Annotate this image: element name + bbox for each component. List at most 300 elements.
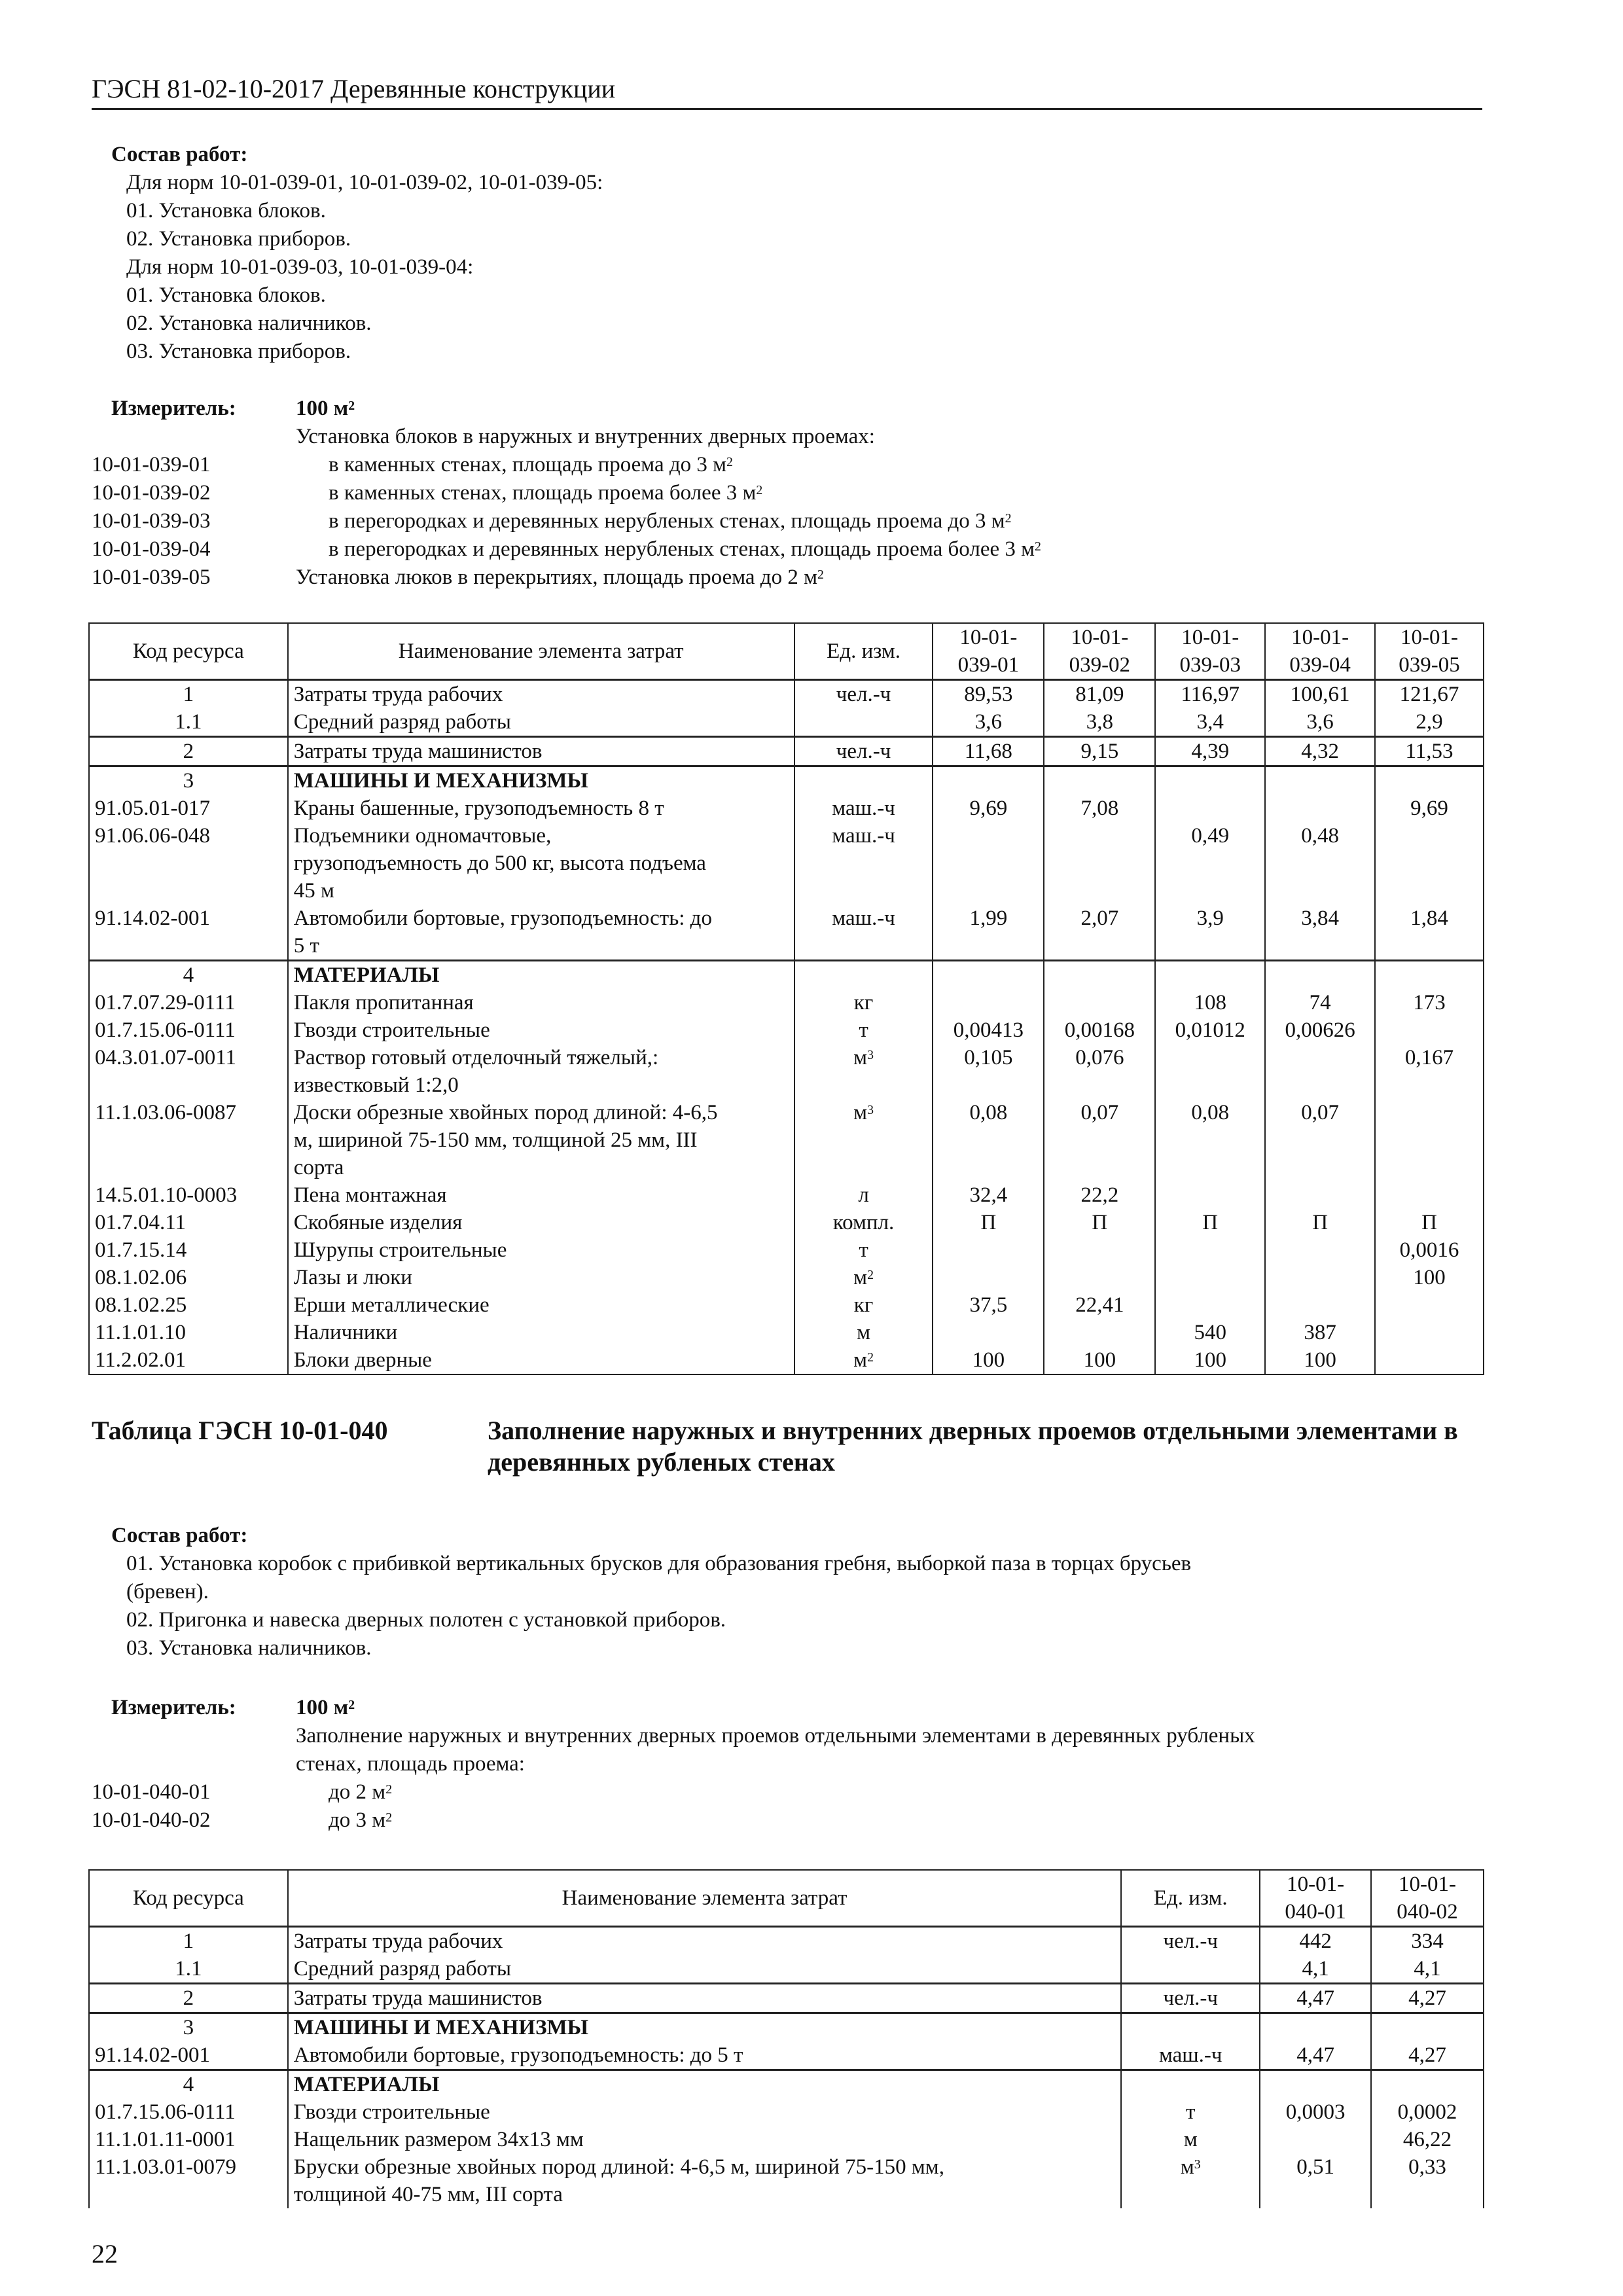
resource-unit: кг	[794, 989, 933, 1016]
resource-code: 01.7.07.29-0111	[89, 989, 288, 1016]
norm-text: в каменных стенах, площадь проема до 3 $м^2$	[329, 453, 733, 476]
works-line: 01. Установка блоков.	[126, 283, 326, 307]
norm-value	[1265, 1264, 1375, 1291]
resource-code: 11.1.03.06-0087	[89, 1099, 288, 1181]
resource-unit: компл.	[794, 1209, 933, 1236]
resource-name: Средний разряд работы	[288, 708, 794, 737]
norm-value: 89,53	[933, 680, 1044, 709]
norm-value	[933, 1236, 1044, 1264]
table-row	[89, 737, 1484, 766]
table-row	[89, 1099, 1484, 1181]
table-row	[89, 822, 1484, 905]
norm-value: 4,39	[1155, 737, 1265, 766]
norm-value: 37,5	[933, 1291, 1044, 1319]
header-norm: 10-01- 039-03	[1155, 623, 1265, 680]
norm-value: 0,076	[1044, 1044, 1155, 1099]
norm-value: 334	[1371, 1927, 1484, 1956]
norm-value	[1155, 766, 1265, 795]
resource-unit: т	[794, 1016, 933, 1044]
norm-value	[1265, 766, 1375, 795]
norm-value: 100	[1375, 1264, 1484, 1291]
norm-value: 387	[1265, 1319, 1375, 1346]
resource-code: 01.7.04.11	[89, 1209, 288, 1236]
header-unit: Ед. изм.	[1121, 1870, 1260, 1927]
norm-value	[1155, 1044, 1265, 1099]
header-norm: 10-01- 039-05	[1375, 623, 1484, 680]
resource-name: Подъемники одномачтовые, грузоподъемность до 500 кг, высота подъема 45 м	[288, 822, 794, 905]
norm-value	[1155, 1264, 1265, 1291]
table-row	[89, 989, 1484, 1016]
norm-value	[933, 766, 1044, 795]
resource-code: 1	[89, 1927, 288, 1956]
norm-value: 4,32	[1265, 737, 1375, 766]
norm-row	[92, 535, 1335, 564]
resource-code: 11.1.01.11-0001	[89, 2126, 288, 2153]
norm-value	[1155, 961, 1265, 990]
resource-name: Затраты труда машинистов	[288, 737, 794, 766]
resource-unit	[1121, 1955, 1260, 1984]
norm-value: 4,27	[1371, 2041, 1484, 2070]
norm-value	[1375, 1346, 1484, 1374]
norm-value: 7,08	[1044, 795, 1155, 822]
resource-code: 11.2.02.01	[89, 1346, 288, 1374]
table-row	[89, 1984, 1484, 2013]
header-name: Наименование элемента затрат	[288, 623, 794, 680]
norm-value: 0,08	[933, 1099, 1044, 1181]
resource-table-1	[88, 622, 1484, 1375]
norm-value: 0,07	[1265, 1099, 1375, 1181]
norm-row	[92, 564, 1335, 592]
norm-value: 9,69	[1375, 795, 1484, 822]
norm-value: 3,84	[1265, 905, 1375, 961]
works-line: 01. Установка коробок с прибивкой вертикальных брусков для образования гребня, выборкой паза в торцах брусьев	[126, 1552, 1192, 1575]
norm-text: в перегородках и деревянных нерубленых стенах, площадь проема до 3 $м^2$	[329, 509, 1012, 533]
table-row	[89, 1319, 1484, 1346]
norm-row	[92, 1806, 877, 1835]
norm-value: 0,0003	[1260, 2098, 1371, 2126]
table-row	[89, 1016, 1484, 1044]
norm-text: до 3 $м^2$	[329, 1808, 393, 1832]
resource-unit: т	[1121, 2098, 1260, 2126]
header-row	[89, 1870, 1484, 1927]
resource-code: 3	[89, 766, 288, 795]
table-title: Заполнение наружных и внутренних дверных проемов отдельными элементами в деревянных рубленых стенах	[488, 1416, 1458, 1477]
norm-value	[1375, 766, 1484, 795]
norm-value	[1260, 2013, 1371, 2042]
norm-value	[1044, 1236, 1155, 1264]
norm-row	[92, 479, 1335, 507]
works-block-2	[111, 1522, 1472, 1662]
norm-value: 0,00413	[933, 1016, 1044, 1044]
norm-value	[1260, 2070, 1371, 2099]
norm-value: П	[1265, 1209, 1375, 1236]
resource-code: 91.14.02-001	[89, 2041, 288, 2070]
resource-unit: чел.-ч	[794, 737, 933, 766]
norm-value	[1265, 1236, 1375, 1264]
resource-name: МАТЕРИАЛЫ	[288, 2070, 1122, 2099]
header-norm: 10-01- 040-01	[1260, 1870, 1371, 1927]
norm-value: 100	[933, 1346, 1044, 1374]
table-row	[89, 1264, 1484, 1291]
norm-value: 0,33	[1371, 2153, 1484, 2208]
norm-code: 10-01-039-02	[92, 481, 211, 505]
norm-value: 81,09	[1044, 680, 1155, 709]
table-row	[89, 1955, 1484, 1984]
norms-list	[92, 451, 1335, 592]
norm-value	[933, 1264, 1044, 1291]
resource-unit: маш.-ч	[794, 822, 933, 905]
norm-value	[1371, 2013, 1484, 2042]
resource-unit: м	[1121, 2126, 1260, 2153]
resource-code: 4	[89, 2070, 288, 2099]
resource-code: 91.06.06-048	[89, 822, 288, 905]
resource-name: Средний разряд работы	[288, 1955, 1122, 1984]
table-row	[89, 1181, 1484, 1209]
resource-code: 11.1.01.10	[89, 1319, 288, 1346]
resource-code: 01.7.15.06-0111	[89, 1016, 288, 1044]
table-row	[89, 2153, 1484, 2208]
table-row	[89, 961, 1484, 990]
resource-name: Раствор готовый отделочный тяжелый,: известковый 1:2,0	[288, 1044, 794, 1099]
resource-name: Затраты труда рабочих	[288, 680, 794, 709]
norm-value	[933, 989, 1044, 1016]
resource-unit: кг	[794, 1291, 933, 1319]
norm-value	[1265, 795, 1375, 822]
norm-value	[1044, 822, 1155, 905]
resource-code: 14.5.01.10-0003	[89, 1181, 288, 1209]
norm-row	[92, 1778, 877, 1806]
unit-sup: 3	[867, 1048, 874, 1063]
norm-value: 0,48	[1265, 822, 1375, 905]
norm-value: 0,08	[1155, 1099, 1265, 1181]
resource-code: 1.1	[89, 708, 288, 737]
norm-value	[1375, 961, 1484, 990]
resource-unit: маш.-ч	[794, 795, 933, 822]
norm-value	[1371, 2070, 1484, 2099]
running-header: ГЭСН 81-02-10-2017 Деревянные конструкции	[92, 73, 1482, 110]
resource-name: Ерши металлические	[288, 1291, 794, 1319]
header-unit: Ед. изм.	[794, 623, 933, 680]
resource-name: Лазы и люки	[288, 1264, 794, 1291]
resource-code: 91.05.01-017	[89, 795, 288, 822]
norm-value: 0,167	[1375, 1044, 1484, 1099]
norm-value: 22,2	[1044, 1181, 1155, 1209]
resource-code: 11.1.03.01-0079	[89, 2153, 288, 2208]
norm-value: П	[1044, 1209, 1155, 1236]
resource-name: Затраты труда рабочих	[288, 1927, 1122, 1956]
norm-code: 10-01-040-01	[92, 1780, 211, 1804]
table-row	[89, 2013, 1484, 2042]
norm-value	[1375, 1291, 1484, 1319]
norm-value: 11,53	[1375, 737, 1484, 766]
resource-code: 3	[89, 2013, 288, 2042]
table-row	[89, 1209, 1484, 1236]
resource-code: 91.14.02-001	[89, 905, 288, 961]
works-line: (бревен).	[126, 1580, 209, 1604]
resource-unit: $м^3$	[794, 1044, 933, 1099]
norms-intro-2a: Заполнение наружных и внутренних дверных проемов отдельными элементами в деревянных рубленых	[296, 1724, 1255, 1748]
norm-value: 173	[1375, 989, 1484, 1016]
header-norm: 10-01- 039-04	[1265, 623, 1375, 680]
norm-value: 4,27	[1371, 1984, 1484, 2013]
norm-value: 0,51	[1260, 2153, 1371, 2208]
norm-value	[1044, 1319, 1155, 1346]
resource-name: Блоки дверные	[288, 1346, 794, 1374]
norm-value: 0,0016	[1375, 1236, 1484, 1264]
norm-value: 0,105	[933, 1044, 1044, 1099]
works-line: 01. Установка блоков.	[126, 199, 326, 223]
norm-value	[1044, 766, 1155, 795]
resource-table-2	[88, 1869, 1484, 2208]
works-title: Состав работ:	[111, 1524, 248, 1547]
page-number: 22	[92, 2239, 118, 2269]
norm-value	[1375, 1099, 1484, 1181]
table-row	[89, 708, 1484, 737]
norm-value	[1265, 1044, 1375, 1099]
norm-value	[1375, 822, 1484, 905]
resource-code: 01.7.15.14	[89, 1236, 288, 1264]
norm-value	[1260, 2126, 1371, 2153]
norm-value	[933, 822, 1044, 905]
norm-value	[1375, 1319, 1484, 1346]
norm-code: 10-01-040-02	[92, 1808, 211, 1832]
norms-intro-2b: стенах, площадь проема:	[296, 1752, 525, 1776]
resource-unit: чел.-ч	[1121, 1984, 1260, 2013]
norm-value: 1,84	[1375, 905, 1484, 961]
norm-text: Установка люков в перекрытиях, площадь проема до 2 $м^2$	[296, 565, 824, 589]
resource-unit	[794, 708, 933, 737]
unit-sup: 2	[867, 1268, 874, 1283]
norm-value	[933, 1319, 1044, 1346]
norm-code: 10-01-039-01	[92, 453, 211, 476]
resource-code: 01.7.15.06-0111	[89, 2098, 288, 2126]
table-row	[89, 905, 1484, 961]
norm-value	[1155, 795, 1265, 822]
table-row	[89, 795, 1484, 822]
norm-value	[1375, 1016, 1484, 1044]
works-line: Для норм 10-01-039-01, 10-01-039-02, 10-01-039-05:	[126, 171, 603, 194]
meter-value: 100 $м^2$	[296, 397, 355, 420]
resource-unit: $м^3$	[1121, 2153, 1260, 2208]
norm-value: 3,8	[1044, 708, 1155, 737]
norm-value: 9,69	[933, 795, 1044, 822]
resource-name: МАТЕРИАЛЫ	[288, 961, 794, 990]
norm-value: 32,4	[933, 1181, 1044, 1209]
resource-name: Автомобили бортовые, грузоподъемность: до 5 т	[288, 2041, 1122, 2070]
header-norm: 10-01- 040-02	[1371, 1870, 1484, 1927]
table-label: Таблица ГЭСН 10-01-040	[92, 1416, 388, 1445]
meter-value-2: 100 $м^2$	[296, 1696, 355, 1719]
works-line: 02. Установка наличников.	[126, 312, 372, 335]
meter-label-2: Измеритель:	[111, 1696, 236, 1719]
works-line: 02. Установка приборов.	[126, 227, 351, 251]
norm-sup: 2	[385, 1810, 393, 1825]
resource-unit: л	[794, 1181, 933, 1209]
resource-name: Шурупы строительные	[288, 1236, 794, 1264]
norm-value	[1265, 1291, 1375, 1319]
norm-sup: 2	[385, 1782, 393, 1797]
resource-name: Пена монтажная	[288, 1181, 794, 1209]
resource-name: Нащельник размером 34х13 мм	[288, 2126, 1122, 2153]
resource-name: Гвозди строительные	[288, 1016, 794, 1044]
norm-code: 10-01-039-05	[92, 565, 211, 589]
resource-name: МАШИНЫ И МЕХАНИЗМЫ	[288, 2013, 1122, 2042]
resource-code: 4	[89, 961, 288, 990]
resource-unit: $м^3$	[794, 1099, 933, 1181]
norm-value: 0,0002	[1371, 2098, 1484, 2126]
resource-name: Скобяные изделия	[288, 1209, 794, 1236]
table-row	[89, 766, 1484, 795]
resource-unit	[794, 766, 933, 795]
norm-value	[1044, 1264, 1155, 1291]
norm-value: 100,61	[1265, 680, 1375, 709]
resource-unit: $м^2$	[794, 1264, 933, 1291]
norm-sup: 2	[1005, 511, 1012, 526]
meter-label: Измеритель:	[111, 397, 236, 420]
norm-value: 0,00626	[1265, 1016, 1375, 1044]
resource-name: Автомобили бортовые, грузоподъемность: до 5 т	[288, 905, 794, 961]
resource-unit	[1121, 2013, 1260, 2042]
unit-sup: 3	[867, 1103, 874, 1118]
norm-value	[1375, 1181, 1484, 1209]
header-norm: 10-01- 039-02	[1044, 623, 1155, 680]
norm-code: 10-01-039-03	[92, 509, 211, 533]
norm-value: 0,07	[1044, 1099, 1155, 1181]
norm-value: 4,1	[1260, 1955, 1371, 1984]
norm-value	[1044, 961, 1155, 990]
norm-value: 100	[1155, 1346, 1265, 1374]
resource-code: 08.1.02.06	[89, 1264, 288, 1291]
norm-value: 121,67	[1375, 680, 1484, 709]
norm-value: 4,47	[1260, 2041, 1371, 2070]
works-line: 03. Установка наличников.	[126, 1636, 372, 1660]
header-code: Код ресурса	[89, 1870, 288, 1927]
table-row	[89, 1346, 1484, 1374]
norm-value	[1155, 1291, 1265, 1319]
header-row	[89, 623, 1484, 680]
resource-unit: маш.-ч	[794, 905, 933, 961]
unit-sup: 2	[867, 1350, 874, 1365]
norm-value: 4,47	[1260, 1984, 1371, 2013]
works-line: Для норм 10-01-039-03, 10-01-039-04:	[126, 255, 474, 279]
resource-unit: $м^2$	[794, 1346, 933, 1374]
resource-code: 08.1.02.25	[89, 1291, 288, 1319]
resource-name: Гвозди строительные	[288, 2098, 1122, 2126]
norm-value: 3,4	[1155, 708, 1265, 737]
norm-value: 2,9	[1375, 708, 1484, 737]
resource-code: 1	[89, 680, 288, 709]
resource-code: 2	[89, 737, 288, 766]
resource-code: 2	[89, 1984, 288, 2013]
works-block-1	[111, 141, 603, 366]
resource-name: Пакля пропитанная	[288, 989, 794, 1016]
norm-value: 46,22	[1371, 2126, 1484, 2153]
table-row	[89, 2098, 1484, 2126]
resource-unit: маш.-ч	[1121, 2041, 1260, 2070]
table-row	[89, 1291, 1484, 1319]
table-row	[89, 1927, 1484, 1956]
norm-value: 4,1	[1371, 1955, 1484, 1984]
norm-value: 22,41	[1044, 1291, 1155, 1319]
norm-value: 3,9	[1155, 905, 1265, 961]
resource-unit: чел.-ч	[1121, 1927, 1260, 1956]
resource-unit	[1121, 2070, 1260, 2099]
resource-unit: м	[794, 1319, 933, 1346]
norm-row	[92, 451, 1335, 479]
norms-list-2	[92, 1778, 877, 1835]
table-row	[89, 2126, 1484, 2153]
norm-sup: 2	[756, 483, 763, 498]
norm-value: 442	[1260, 1927, 1371, 1956]
resource-name: Затраты труда машинистов	[288, 1984, 1122, 2013]
norm-value	[1155, 1236, 1265, 1264]
table-row	[89, 2070, 1484, 2099]
norm-sup: 2	[726, 455, 733, 470]
resource-name: Краны башенные, грузоподъемность 8 т	[288, 795, 794, 822]
norm-row	[92, 507, 1335, 535]
norm-value	[1155, 1181, 1265, 1209]
resource-code: 04.3.01.07-0011	[89, 1044, 288, 1099]
norm-value: 1,99	[933, 905, 1044, 961]
norm-text: в перегородках и деревянных нерубленых стенах, площадь проема более 3 $м^2$	[329, 537, 1041, 561]
norm-value	[933, 961, 1044, 990]
norm-value: 100	[1265, 1346, 1375, 1374]
resource-unit: т	[794, 1236, 933, 1264]
resource-unit	[794, 961, 933, 990]
norm-value	[1265, 961, 1375, 990]
norm-value: 2,07	[1044, 905, 1155, 961]
table-row	[89, 1044, 1484, 1099]
table-row	[89, 680, 1484, 709]
norm-value: 108	[1155, 989, 1265, 1016]
works-title: Состав работ:	[111, 143, 248, 166]
resource-code: 1.1	[89, 1955, 288, 1984]
table-row	[89, 1236, 1484, 1264]
table-row	[89, 2041, 1484, 2070]
norm-value: 3,6	[1265, 708, 1375, 737]
norm-value	[1044, 989, 1155, 1016]
norm-text: до 2 $м^2$	[329, 1780, 393, 1804]
header-code: Код ресурса	[89, 623, 288, 680]
resource-name: Доски обрезные хвойных пород длиной: 4-6,5 м, шириной 75-150 мм, толщиной 25 мм, III сорта	[288, 1099, 794, 1181]
norm-text: в каменных стенах, площадь проема более 3 $м^2$	[329, 481, 763, 505]
norm-value: 11,68	[933, 737, 1044, 766]
norm-value: 74	[1265, 989, 1375, 1016]
norm-value: 3,6	[933, 708, 1044, 737]
norm-value: 0,00168	[1044, 1016, 1155, 1044]
norm-value: П	[1375, 1209, 1484, 1236]
norms-intro: Установка блоков в наружных и внутренних дверных проемах:	[296, 425, 875, 448]
norm-value: 116,97	[1155, 680, 1265, 709]
norm-value: 0,49	[1155, 822, 1265, 905]
norm-value: П	[933, 1209, 1044, 1236]
norm-value: П	[1155, 1209, 1265, 1236]
header-name: Наименование элемента затрат	[288, 1870, 1122, 1927]
norm-sup: 2	[1035, 539, 1041, 554]
works-line: 03. Установка приборов.	[126, 340, 351, 363]
resource-name: Наличники	[288, 1319, 794, 1346]
norm-value: 540	[1155, 1319, 1265, 1346]
norm-value: 100	[1044, 1346, 1155, 1374]
norm-code: 10-01-039-04	[92, 537, 211, 561]
unit-sup: 3	[1194, 2157, 1201, 2172]
norm-value: 0,01012	[1155, 1016, 1265, 1044]
resource-name: МАШИНЫ И МЕХАНИЗМЫ	[288, 766, 794, 795]
resource-unit: чел.-ч	[794, 680, 933, 709]
norm-value: 9,15	[1044, 737, 1155, 766]
resource-name: Бруски обрезные хвойных пород длиной: 4-6,5 м, шириной 75-150 мм, толщиной 40-75 мм, III сорта	[288, 2153, 1122, 2208]
norm-sup: 2	[817, 567, 824, 583]
